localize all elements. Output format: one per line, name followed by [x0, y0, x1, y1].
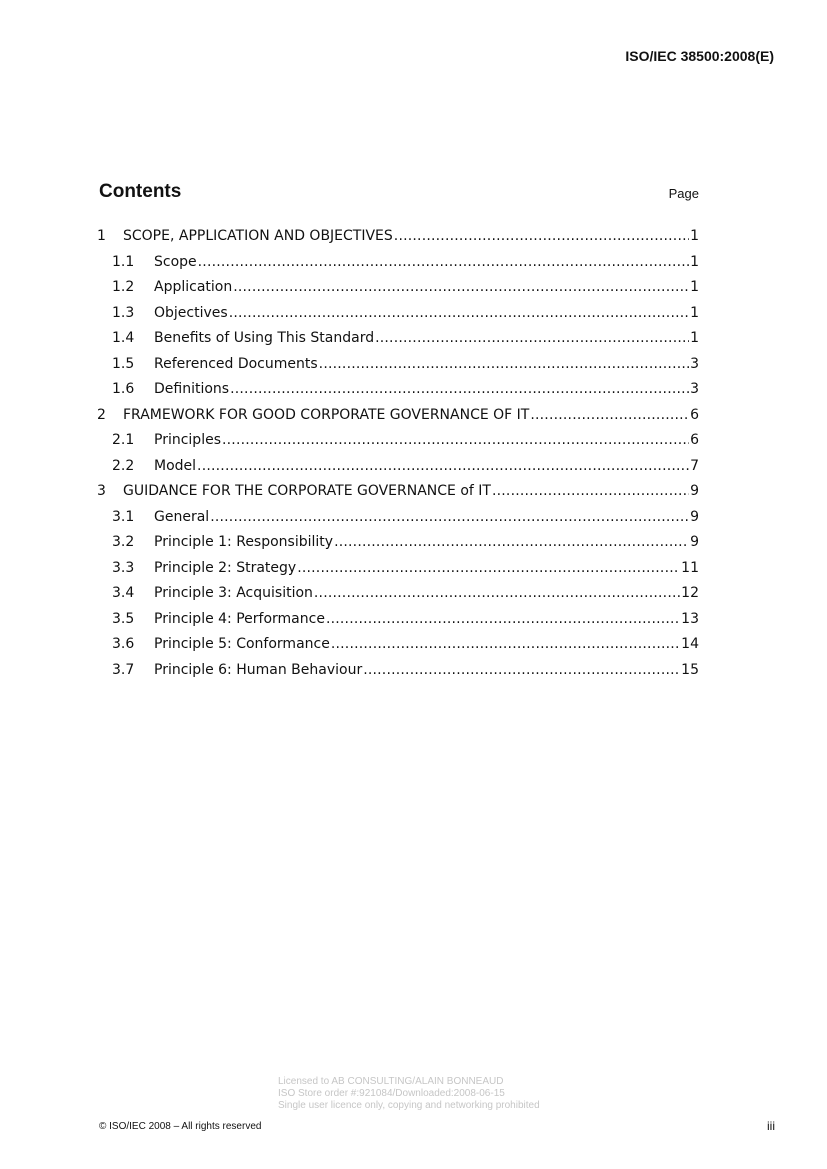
contents-heading: Contents — [99, 181, 182, 202]
toc-entry-page: 14 — [681, 636, 699, 652]
toc-entry-number: 1.1 — [112, 253, 135, 270]
dot-leader — [363, 658, 680, 684]
toc-entry-number: 3.4 — [112, 585, 135, 601]
toc-entry-number: 2.2 — [112, 457, 135, 474]
toc-entry-title[interactable]: Application — [154, 279, 233, 295]
toc-entry-page: 12 — [681, 585, 699, 601]
toc-entry-title[interactable]: Principles — [154, 432, 221, 448]
toc-entry-page: 9 — [690, 508, 699, 525]
toc-entry[interactable] — [97, 326, 699, 352]
dot-leader — [222, 428, 689, 454]
toc-entry-title[interactable]: Principle 1: Responsibility — [154, 534, 334, 550]
toc-entry-number: 1.5 — [112, 355, 135, 372]
toc-entry[interactable] — [97, 479, 699, 505]
watermark-line: ISO Store order #:921084/Downloaded:2008-06-15 — [278, 1088, 505, 1099]
dot-leader — [229, 301, 689, 327]
toc-entry-number: 1.2 — [112, 279, 135, 295]
toc-entry-number: 3.6 — [112, 636, 135, 652]
dot-leader — [233, 275, 689, 301]
dot-leader — [394, 224, 689, 250]
dot-leader — [319, 352, 689, 378]
toc-entry-page: 13 — [681, 610, 699, 627]
toc-entry[interactable] — [97, 403, 699, 429]
toc-entry-number: 1.4 — [112, 330, 135, 346]
toc-entry-page: 1 — [690, 253, 699, 270]
dot-leader — [198, 250, 689, 276]
toc-entry[interactable] — [97, 301, 699, 327]
toc-entry-title[interactable]: SCOPE, APPLICATION AND OBJECTIVES — [123, 228, 393, 244]
toc-entry-title[interactable]: Model — [154, 457, 197, 474]
toc-entry[interactable] — [97, 556, 699, 582]
toc-entry-page: 11 — [681, 559, 699, 576]
toc-entry-number: 1.3 — [112, 304, 135, 321]
dot-leader — [331, 632, 680, 658]
toc-entry-page: 1 — [690, 330, 699, 346]
dot-leader — [530, 403, 689, 429]
toc-entry[interactable] — [97, 632, 699, 658]
toc-entry-title[interactable]: GUIDANCE FOR THE CORPORATE GOVERNANCE of IT — [123, 483, 491, 499]
toc-entry-number: 3.5 — [112, 610, 135, 627]
toc-entry-number: 3.1 — [112, 508, 135, 525]
document-id: ISO/IEC 38500:2008(E) — [625, 48, 774, 64]
toc-entry[interactable] — [97, 275, 699, 301]
toc-entry-title[interactable]: Principle 2: Strategy — [154, 559, 297, 576]
toc-entry-title[interactable]: Benefits of Using This Standard — [154, 330, 375, 346]
toc-entry-title[interactable]: FRAMEWORK FOR GOOD CORPORATE GOVERNANCE OF IT — [123, 406, 530, 423]
toc-entry-page: 3 — [690, 355, 699, 372]
watermark-line: Licensed to AB CONSULTING/ALAIN BONNEAUD — [278, 1076, 504, 1087]
toc-entry[interactable] — [97, 377, 699, 403]
watermark-line: Single user licence only, copying and networking prohibited — [278, 1100, 540, 1111]
toc-entry-number: 1 — [97, 228, 106, 244]
toc-entry-page: 3 — [690, 381, 699, 397]
toc-entry-title[interactable]: General — [154, 508, 210, 525]
toc-entry-title[interactable]: Principle 3: Acquisition — [154, 585, 313, 601]
dot-leader — [210, 505, 689, 531]
toc-entry-number: 1.6 — [112, 381, 135, 397]
toc-entry[interactable] — [97, 454, 699, 480]
toc-entry[interactable] — [97, 352, 699, 378]
footer-page-number: iii — [767, 1119, 775, 1133]
dot-leader — [314, 581, 680, 607]
toc-entry-page: 1 — [690, 279, 699, 295]
toc-entry-title[interactable]: Principle 6: Human Behaviour — [154, 661, 363, 678]
toc-entry-page: 7 — [690, 457, 699, 474]
dot-leader — [375, 326, 689, 352]
toc-entry-number: 3 — [97, 483, 106, 499]
toc-entry[interactable] — [97, 224, 699, 250]
dot-leader — [297, 556, 680, 582]
dot-leader — [492, 479, 689, 505]
toc-entry-title[interactable]: Scope — [154, 253, 197, 270]
toc-entry-page: 6 — [690, 406, 699, 423]
toc-entry-title[interactable]: Referenced Documents — [154, 355, 318, 372]
toc-entry-title[interactable]: Principle 4: Performance — [154, 610, 325, 627]
footer-copyright: © ISO/IEC 2008 – All rights reserved — [99, 1121, 262, 1132]
toc-entry-number: 3.2 — [112, 534, 135, 550]
toc-entry-title[interactable]: Definitions — [154, 381, 230, 397]
toc-entry-page: 6 — [690, 432, 699, 448]
toc-entry-number: 2 — [97, 406, 106, 423]
toc-entry-page: 15 — [681, 661, 699, 678]
page-column-label: Page — [668, 186, 699, 201]
toc-entry[interactable] — [97, 530, 699, 556]
toc-entry-page: 9 — [690, 483, 699, 499]
dot-leader — [326, 607, 680, 633]
toc-entry-title[interactable]: Objectives — [154, 304, 228, 321]
toc-entry-page: 9 — [690, 534, 699, 550]
dot-leader — [334, 530, 689, 556]
toc-entry[interactable] — [97, 428, 699, 454]
license-watermark — [278, 1076, 540, 1112]
toc-entry-page: 1 — [690, 304, 699, 321]
toc-entry[interactable] — [97, 581, 699, 607]
toc-entry-page: 1 — [690, 228, 699, 244]
toc-entry[interactable] — [97, 607, 699, 633]
toc-entry-number: 3.3 — [112, 559, 135, 576]
toc-entry[interactable] — [97, 505, 699, 531]
toc-entry[interactable] — [97, 658, 699, 684]
toc-entry-number: 2.1 — [112, 432, 135, 448]
dot-leader — [230, 377, 689, 403]
dot-leader — [197, 454, 689, 480]
table-of-contents — [97, 224, 699, 683]
toc-entry-title[interactable]: Principle 5: Conformance — [154, 636, 330, 652]
toc-entry[interactable] — [97, 250, 699, 276]
toc-entry-number: 3.7 — [112, 661, 135, 678]
